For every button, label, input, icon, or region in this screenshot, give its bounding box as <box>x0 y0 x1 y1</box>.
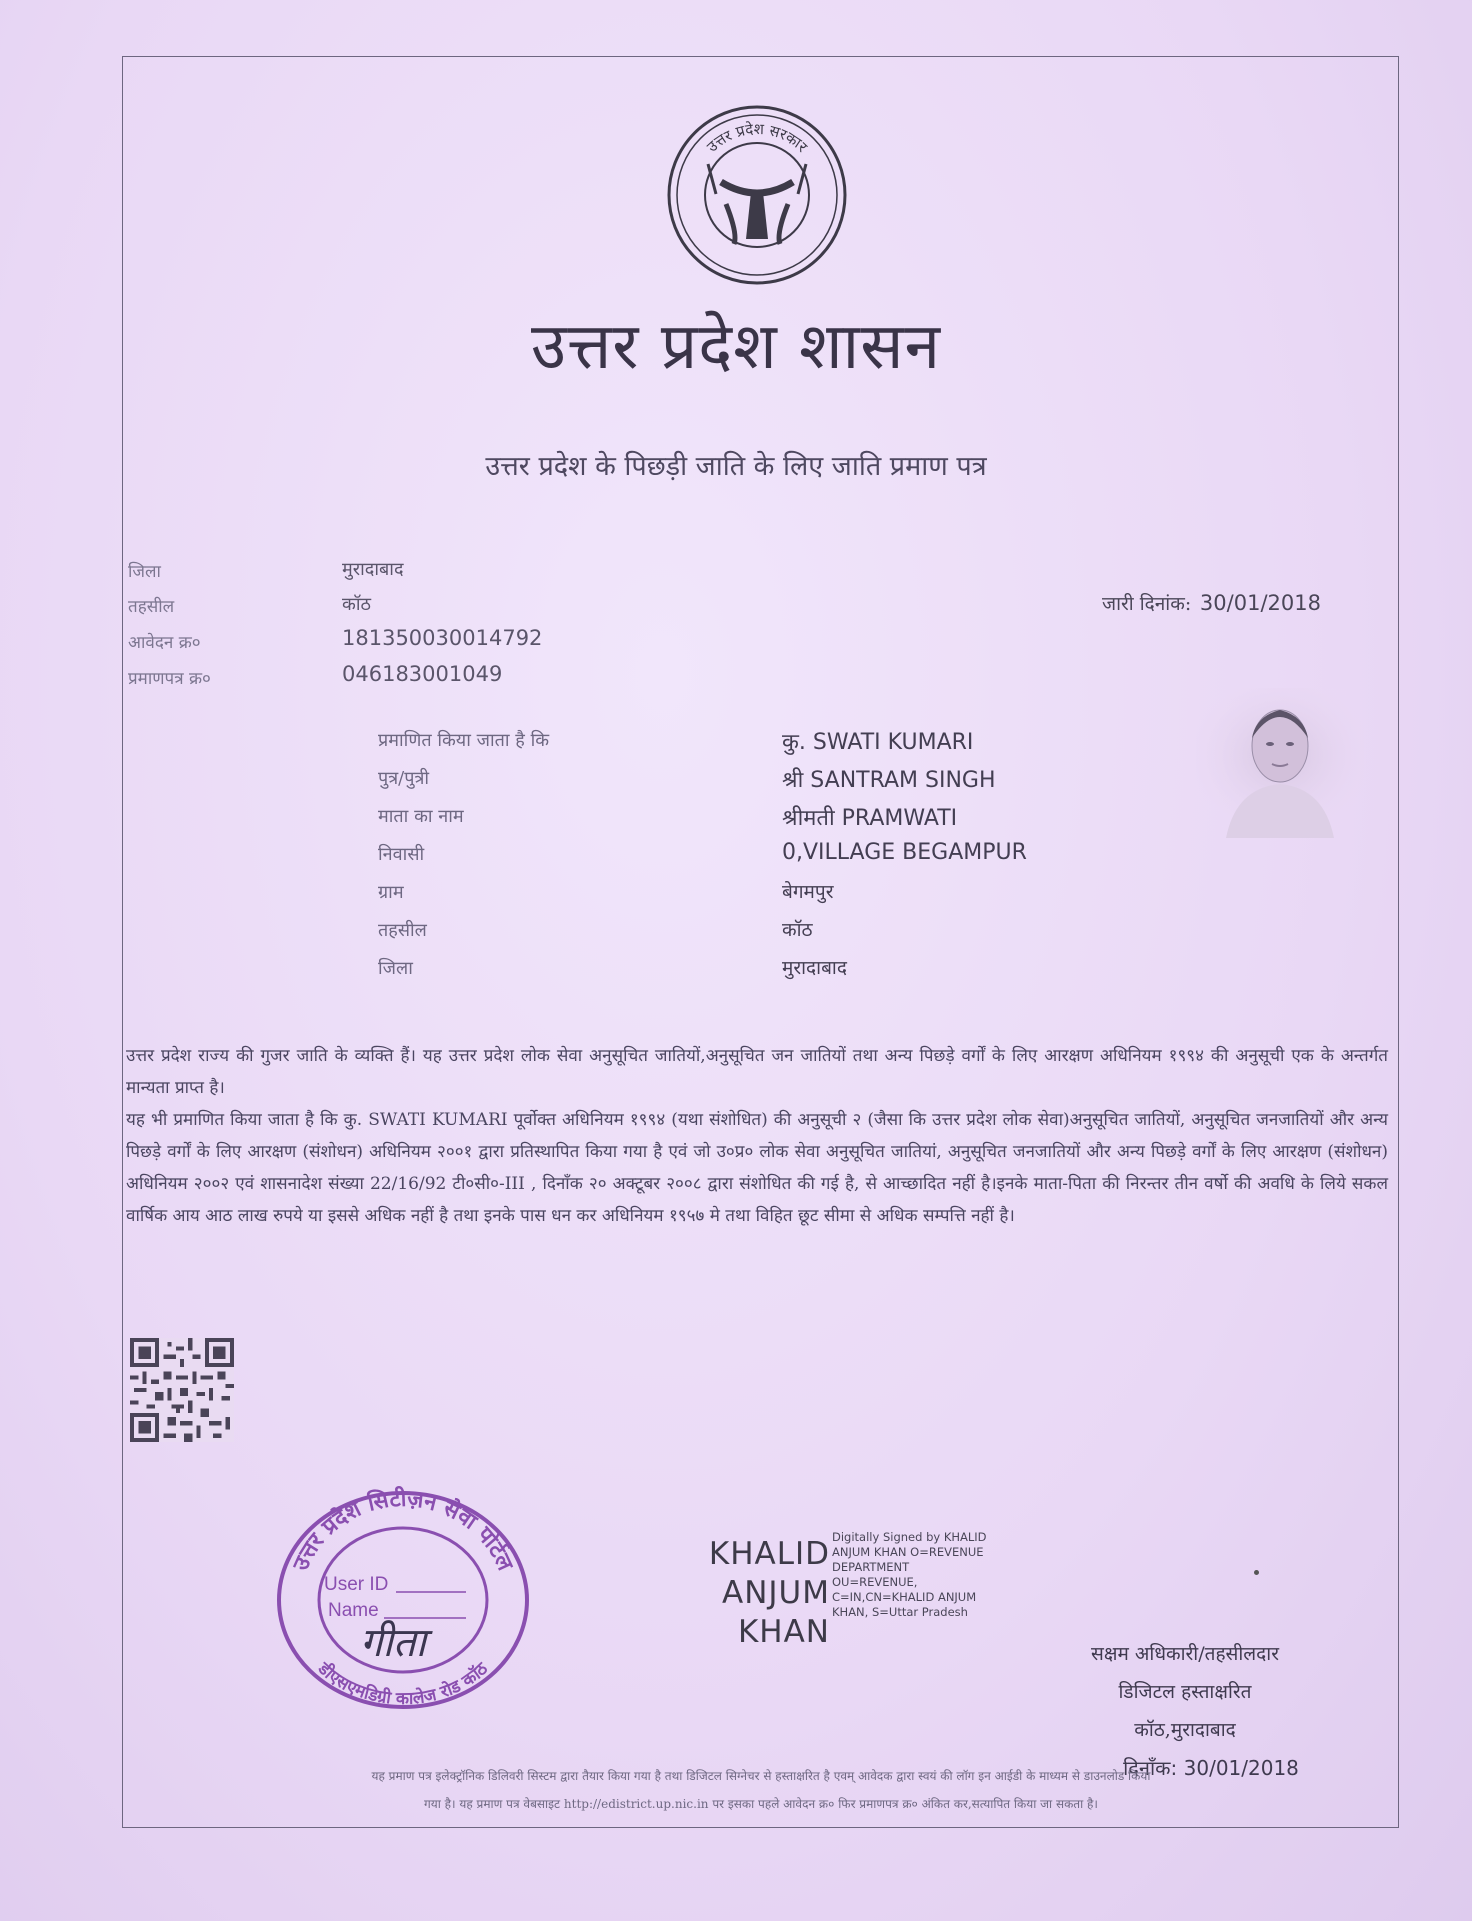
digital-signature-note <box>832 1530 1032 1620</box>
signature-note-line: ANJUM KHAN O=REVENUE <box>832 1545 984 1559</box>
signer-name-line: KHAN <box>737 1614 830 1650</box>
signer-name-line: ANJUM <box>722 1575 830 1611</box>
tehsil-value: कॉठ <box>342 594 371 615</box>
officer-signed-status: डिजिटल हस्ताक्षरित <box>1118 1681 1252 1703</box>
certificate-no-value: 046183001049 <box>342 662 503 686</box>
officer-location: कॉठ,मुरादाबाद <box>1134 1719 1236 1741</box>
ink-dot <box>1254 1570 1259 1575</box>
detail-label: माता का नाम <box>378 806 464 827</box>
detail-value: श्रीमती PRAMWATI <box>782 806 958 831</box>
detail-label: पुत्र/पुत्री <box>378 768 430 789</box>
verification-footer <box>130 1762 1392 1818</box>
certificate-subtitle: उत्तर प्रदेश के पिछड़ी जाति के लिए जाति प्रमाण पत्र <box>485 451 987 482</box>
detail-value: कु. SWATI KUMARI <box>782 730 974 755</box>
stamp-name-label: Name <box>328 1600 379 1621</box>
body-paragraph: यह भी प्रमाणित किया जाता है कि कु. SWATI KUMARI पूर्वोक्त अधिनियम १९९४ (यथा संशोधित) की अनुसूची २ (जैसा कि उत्तर प्रदेश लोक सेवा)अनुसूचित जातियों, अनुसूचित जनजातियों और अन्य पिछड़े वर्गों के लिए आरक्षण (संशोधन) अधिनियम २००१ द्वारा प्रतिस्थापित किया गया है एवं जो उ०प्र० लोक सेवा अनुसूचित जातियां, अनुसूचित जनजातियों और अन्य पिछड़े वर्गों के लिए आरक्षण (संशोधन) अधिनियम २००२ एवं शासनादेश संख्या 22/16/92 टी०सी०-III , दिनाँक २० अक्टूबर २००८ द्वारा संशोधित की गई है, से आच्छादित नहीं है।इनके माता-पिता की निरन्तर तीन वर्षो की अवधि के लिये सकल वार्षिक आय आठ लाख रुपये या इससे अधिक नहीं है तथा इनके पास धन कर अधिनियम १९५७ मे तथा विहित छूट सीमा से अधिक सम्पत्ति नहीं है। <box>126 1110 1388 1226</box>
district-label: जिला <box>128 562 161 582</box>
detail-label: प्रमाणित किया जाता है कि <box>378 730 550 751</box>
tehsil-label: तहसील <box>128 597 175 617</box>
applicant-photo <box>1196 688 1364 838</box>
certificate-body <box>126 1040 1388 1232</box>
detail-value: मुरादाबाद <box>782 957 847 979</box>
svg-text:उत्तर प्रदेश सिटीज़न सेवा पोर् <box>287 1485 518 1576</box>
page-title: उत्तर प्रदेश शासन <box>531 310 941 384</box>
signature-note-line: C=IN,CN=KHALID ANJUM <box>832 1590 977 1604</box>
qr-code <box>130 1338 234 1442</box>
body-paragraph: उत्तर प्रदेश राज्य की गुजर जाति के व्यक्ति हैं। यह उत्तर प्रदेश लोक सेवा अनुसूचित जातियों,अनुसूचित जन जातियों तथा अन्य पिछड़े वर्गों के लिए आरक्षण अधिनियम १९९४ की अनुसूची एक के अन्तर्गत मान्यता प्राप्त है। <box>126 1046 1388 1098</box>
detail-label: निवासी <box>378 844 425 865</box>
detail-label: जिला <box>378 958 413 979</box>
stamp-ring-bottom: डीएसएमडिग्री कालेज रोड कॉठ <box>314 1658 493 1710</box>
stamp-user-id-label: User ID <box>324 1574 389 1595</box>
footer-line: गया है। यह प्रमाण पत्र वेबसाइट http://edistrict.up.nic.in पर इसका पहले आवेदन क्र० फिर प्रमाणपत्र क्र० अंकित कर,सत्यापित किया जा सकता है। <box>424 1797 1098 1811</box>
signature-note-line: Digitally Signed by KHALID <box>832 1530 987 1544</box>
certificate-no-label: प्रमाणपत्र क्र० <box>128 669 211 689</box>
issue-date-label: जारी दिनांक: <box>1102 593 1192 615</box>
footer-line: यह प्रमाण पत्र इलेक्ट्रॉनिक डिलिवरी सिस्टम द्वारा तैयार किया गया है तथा डिजिटल सिग्नेचर से हस्ताक्षरित है एवम् आवेदक द्वारा स्वयं की लॉग इन आईडी के माध्यम से डाउनलोड किया <box>371 1769 1151 1783</box>
issue-date <box>1100 590 1321 616</box>
detail-value: कॉठ <box>782 919 813 941</box>
detail-value: 0,VILLAGE BEGAMPUR <box>782 840 1027 865</box>
signature-note-line: KHAN, S=Uttar Pradesh <box>832 1605 968 1619</box>
citizen-service-stamp <box>276 1478 530 1710</box>
issue-date-value: 30/01/2018 <box>1199 591 1321 615</box>
stamp-ring-top: उत्तर प्रदेश सिटीज़न सेवा पोर्टल <box>287 1485 519 1575</box>
district-value: मुरादाबाद <box>342 559 404 580</box>
signature-note-line: DEPARTMENT <box>832 1560 910 1574</box>
officer-date-label: दिनाँक: <box>1123 1756 1178 1780</box>
application-no-label: आवेदन क्र० <box>128 633 201 653</box>
application-no-value: 181350030014792 <box>342 626 543 650</box>
signature-note-line: OU=REVENUE, <box>832 1575 918 1589</box>
officer-designation: सक्षम अधिकारी/तहसीलदार <box>1091 1643 1279 1665</box>
signer-name-line: KHALID <box>708 1536 830 1572</box>
officer-date-value: 30/01/2018 <box>1183 1756 1299 1780</box>
emblem-text: उत्तर प्रदेश सरकार <box>703 119 811 156</box>
stamp-handwritten-name: गीता <box>360 1620 427 1666</box>
up-emblem-icon <box>666 104 848 286</box>
signer-name <box>690 1535 830 1652</box>
detail-value: बेगमपुर <box>782 881 834 903</box>
detail-value: श्री SANTRAM SINGH <box>782 768 996 793</box>
detail-label: तहसील <box>378 920 427 941</box>
detail-label: ग्राम <box>378 882 404 903</box>
